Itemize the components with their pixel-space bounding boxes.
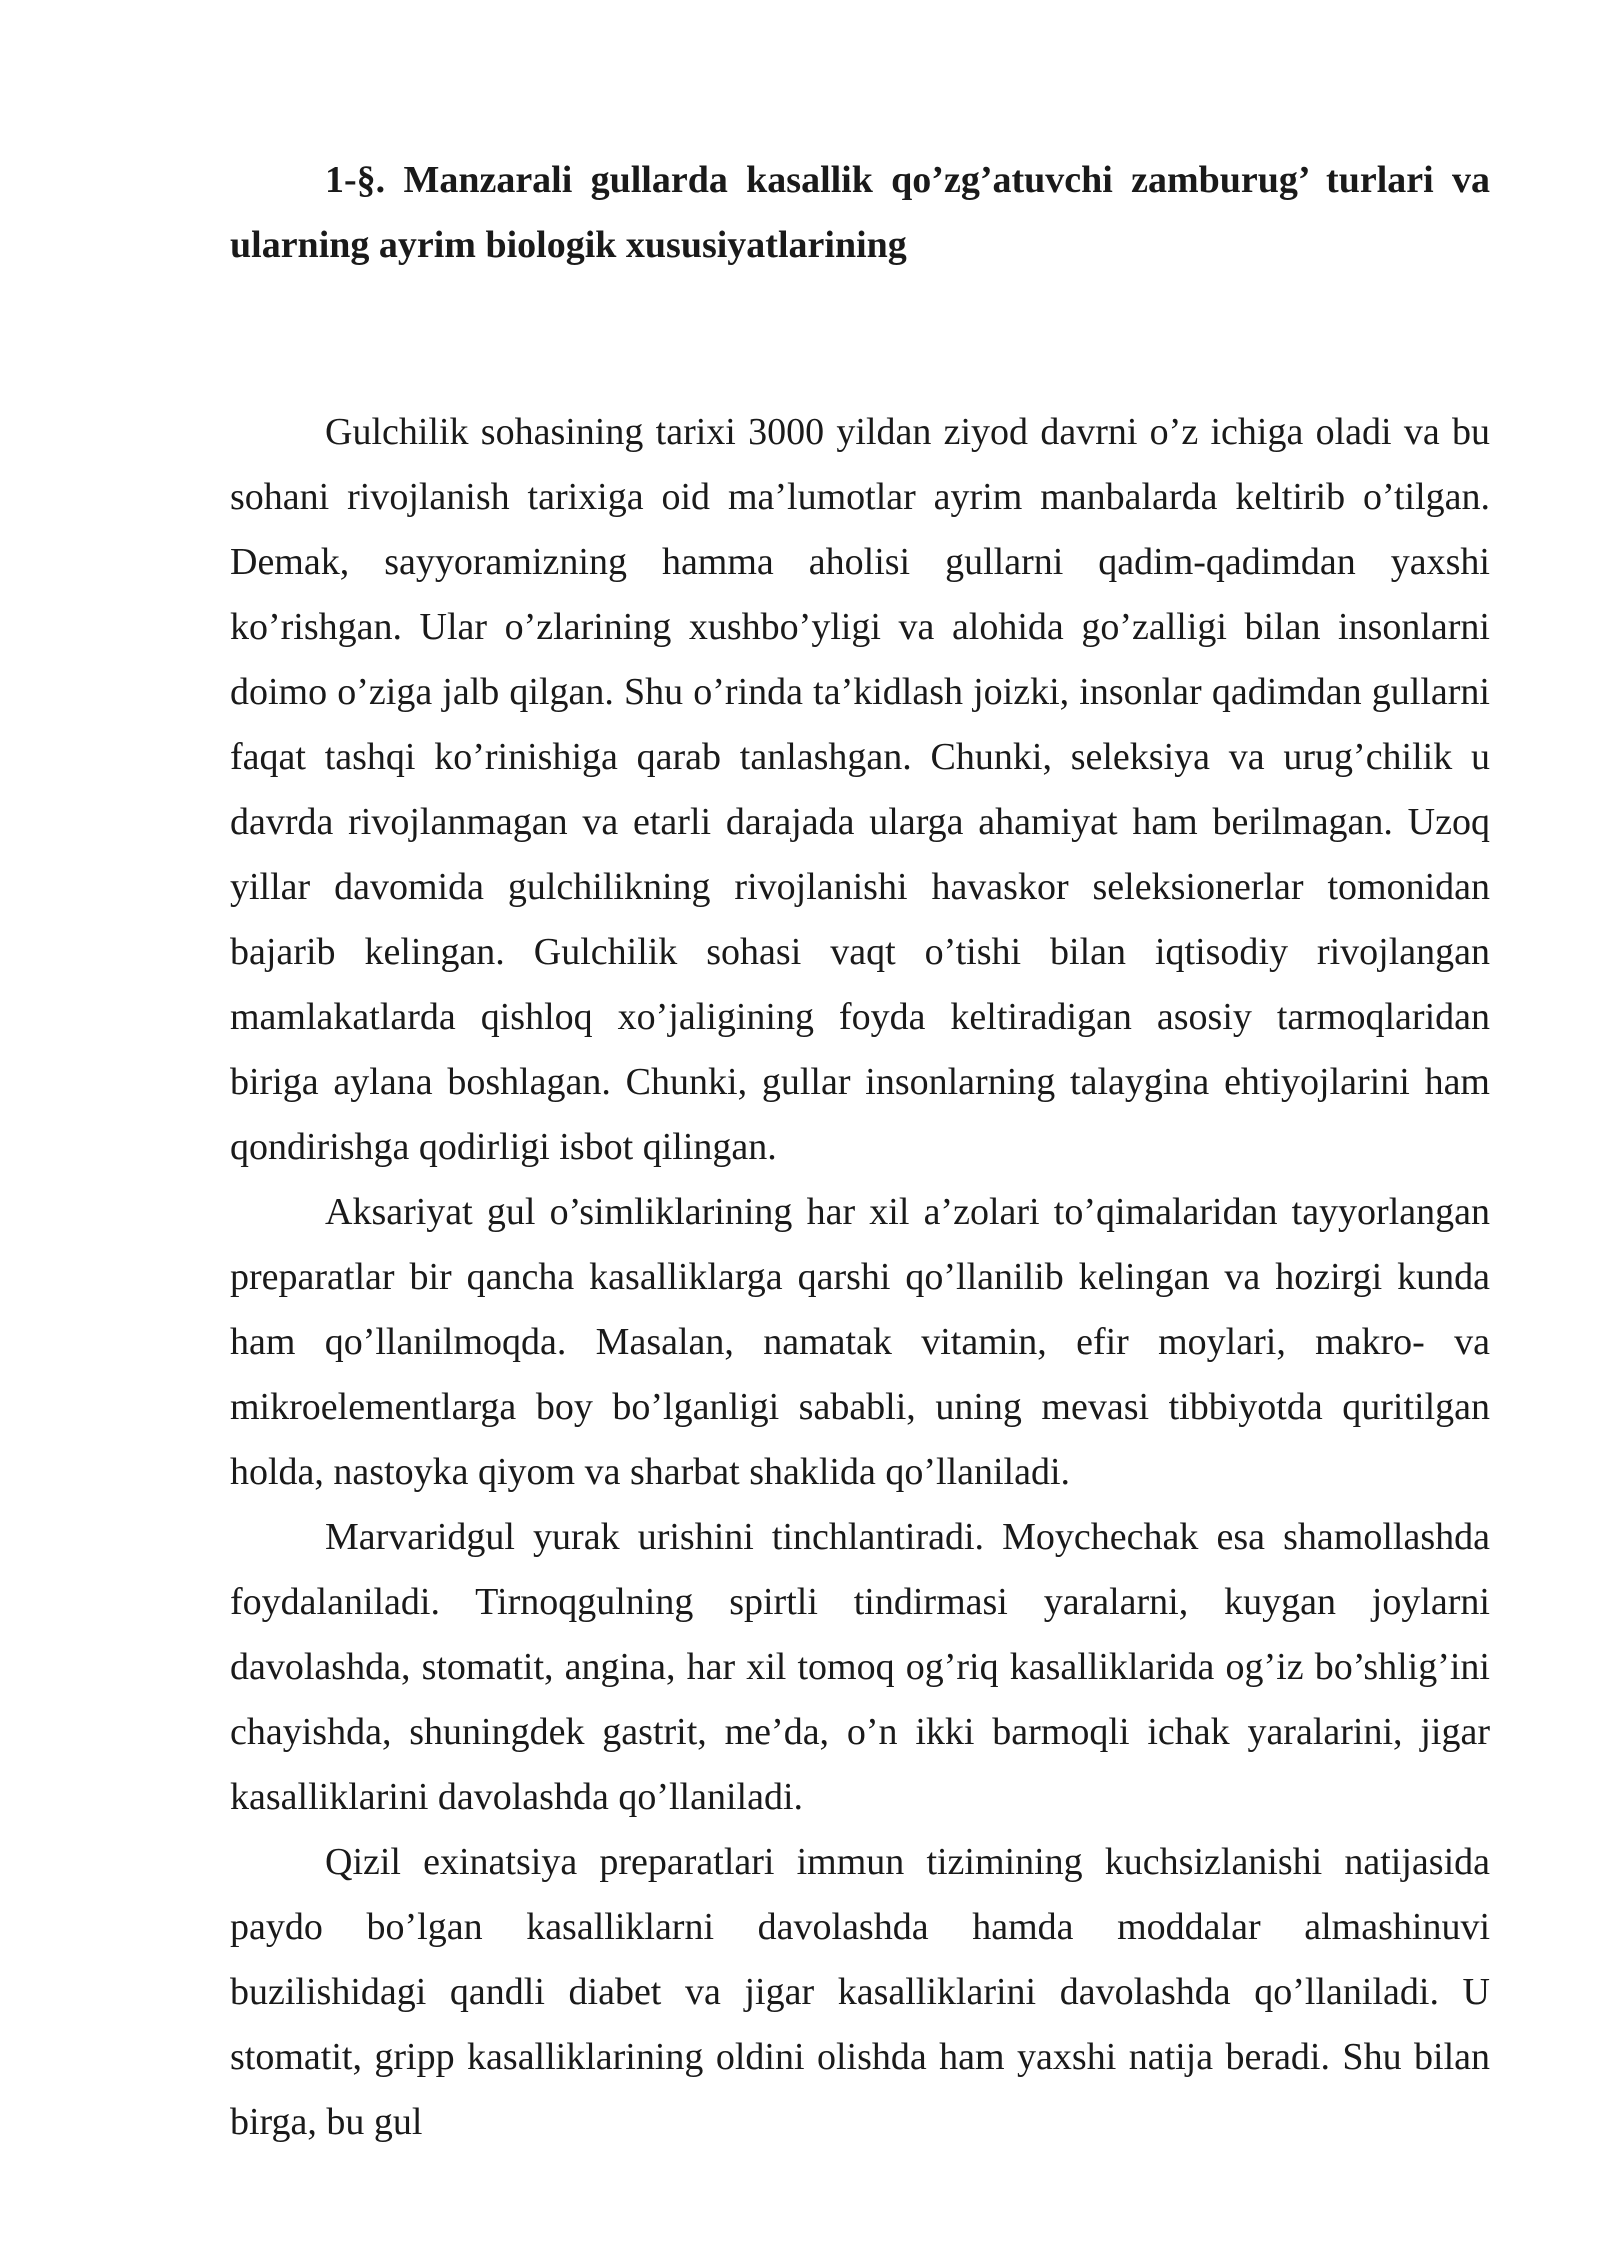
section-title: 1-§. Manzarali gullarda kasallik qo’zg’atuvchi zamburug’ turlari va ularning ayrim biologik xususiyatlarining [230, 159, 1490, 266]
paragraph: Qizil exinatsiya preparatlari immun tizimining kuchsizlanishi natijasida paydo bo’lgan kasalliklarni davolashda hamda moddalar almashinuvi buzilishidagi qandli diabet va jigar kasalliklarini davolashda qo’llaniladi. U stomatit, gripp kasalliklarining oldini olishda ham yaxshi natija beradi. Shu bilan birga, bu gul [230, 1841, 1490, 2143]
paragraph: Marvaridgul yurak urishini tinchlantiradi. Moychechak esa shamollashda foydalaniladi. Tirnoqgulning spirtli tindirmasi yaralarni, kuygan joylarni davolashda, stomatit, angina, har xil tomoq og’riq kasalliklarida og’iz bo’shlig’ini chayishda, shuningdek gastrit, me’da, o’n ikki barmoqli ichak yaralarini, jigar kasalliklarini davolashda qo’llaniladi. [230, 1516, 1490, 1818]
paragraph: Gulchilik sohasining tarixi 3000 yildan ziyod davrni o’z ichiga oladi va bu sohani rivojlanish tarixiga oid ma’lumotlar ayrim manbalarda keltirib o’tilgan. Demak, sayyoramizning hamma aholisi gullarni qadim-qadimdan yaxshi ko’rishgan. Ular o’zlarining xushbo’yligi va alohida go’zalligi bilan insonlarni doimo o’ziga jalb qilgan. Shu o’rinda ta’kidlash joizki, insonlar qadimdan gullarni faqat tashqi ko’rinishiga qarab tanlashgan. Chunki, seleksiya va urug’chilik u davrda rivojlanmagan va etarli darajada ularga ahamiyat ham berilmagan. Uzoq yillar davomida gulchilikning rivojlanishi havaskor seleksionerlar tomonidan bajarib kelingan. Gulchilik sohasi vaqt o’tishi bilan iqtisodiy rivojlangan mamlakatlarda qishloq xo’jaligining foyda keltiradigan asosiy tarmoqlaridan biriga aylana boshlagan. Chunki, gullar insonlarning talaygina ehtiyojlarini ham qondirishga qodirligi isbot qilingan. [230, 411, 1490, 1168]
paragraph: Aksariyat gul o’simliklarining har xil a’zolari to’qimalaridan tayyorlangan preparatlar bir qancha kasalliklarga qarshi qo’llanilib kelingan va hozirgi kunda ham qo’llanilmoqda. Masalan, namatak vitamin, efir moylari, makro- va mikroelementlarga boy bo’lganligi sababli, uning mevasi tibbiyotda quritilgan holda, nastoyka qiyom va sharbat shaklida qo’llaniladi. [230, 1191, 1490, 1493]
document-body [230, 400, 1490, 2155]
document-page [230, 148, 1490, 2155]
